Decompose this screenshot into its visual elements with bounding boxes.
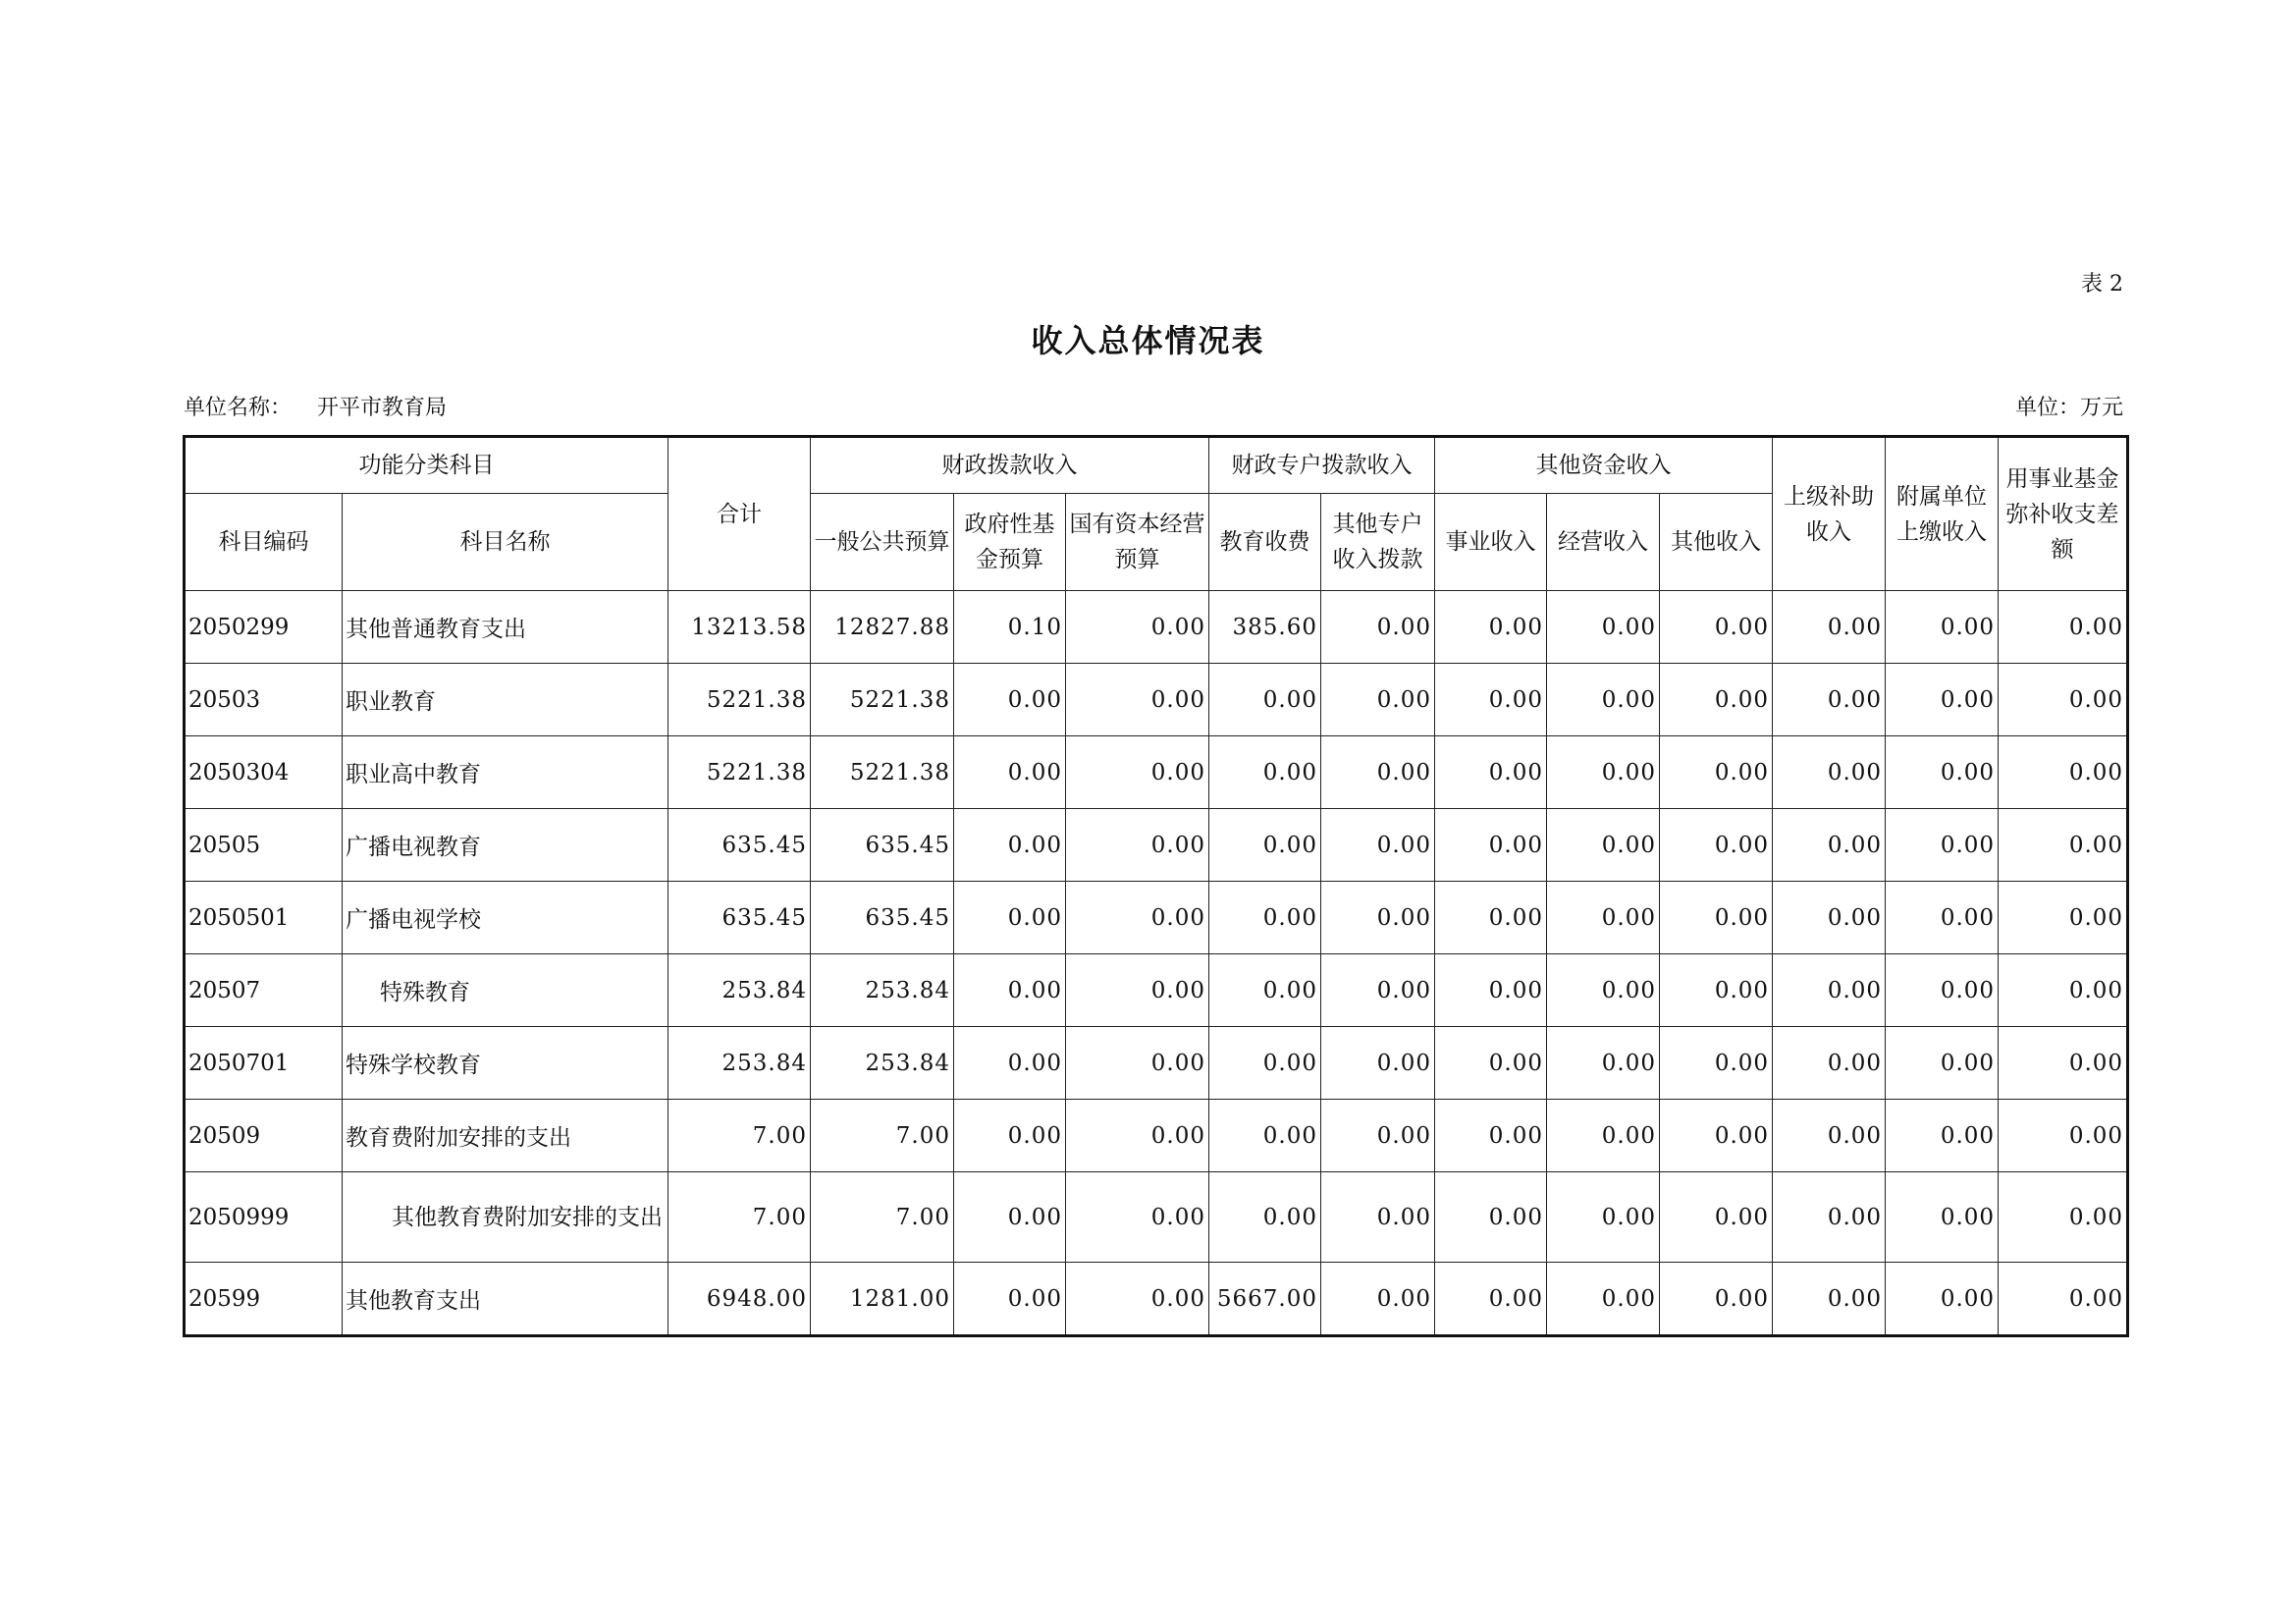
cell-state-capital: 0.00 — [1066, 1172, 1209, 1263]
cell-state-capital: 0.00 — [1066, 664, 1209, 736]
cell-operating-income: 0.00 — [1547, 1100, 1660, 1172]
table-row — [185, 1100, 2128, 1172]
table-row — [185, 1172, 2128, 1263]
cell-total: 5221.38 — [668, 664, 811, 736]
cell-other-special: 0.00 — [1321, 882, 1435, 954]
cell-total: 253.84 — [668, 1027, 811, 1100]
money-unit: 单位：万元 — [2014, 396, 2123, 420]
cell-code: 2050501 — [185, 882, 343, 954]
cell-fund-offset: 0.00 — [1999, 664, 2128, 736]
cell-total: 5221.38 — [668, 736, 811, 809]
cell-total: 7.00 — [668, 1100, 811, 1172]
cell-general-budget: 635.45 — [811, 809, 954, 882]
unit-name-value: 开平市教育局 — [317, 396, 448, 420]
cell-fund-offset: 0.00 — [1999, 882, 2128, 954]
cell-affiliated-payment: 0.00 — [1886, 736, 1999, 809]
cell-affiliated-payment: 0.00 — [1886, 954, 1999, 1027]
table-row — [185, 809, 2128, 882]
cell-gov-fund: 0.00 — [954, 809, 1066, 882]
cell-business-income: 0.00 — [1435, 882, 1547, 954]
cell-gov-fund: 0.00 — [954, 1172, 1066, 1263]
page-title: 收入总体情况表 — [1031, 322, 1265, 359]
table-row — [185, 736, 2128, 809]
cell-general-budget: 1281.00 — [811, 1263, 954, 1336]
income-summary-table — [183, 435, 2129, 1337]
cell-code: 2050299 — [185, 591, 343, 664]
col-education-fee: 教育收费 — [1209, 494, 1321, 591]
cell-business-income: 0.00 — [1435, 736, 1547, 809]
table-row — [185, 954, 2128, 1027]
cell-education-fee: 5667.00 — [1209, 1263, 1321, 1336]
cell-other-income: 0.00 — [1660, 1263, 1773, 1336]
cell-state-capital: 0.00 — [1066, 882, 1209, 954]
cell-general-budget: 5221.38 — [811, 736, 954, 809]
cell-affiliated-payment: 0.00 — [1886, 1100, 1999, 1172]
cell-total: 635.45 — [668, 882, 811, 954]
cell-name: 广播电视学校 — [343, 882, 668, 954]
cell-state-capital: 0.00 — [1066, 1100, 1209, 1172]
cell-affiliated-payment: 0.00 — [1886, 1172, 1999, 1263]
cell-general-budget: 5221.38 — [811, 664, 954, 736]
cell-gov-fund: 0.00 — [954, 882, 1066, 954]
col-fund-offset: 用事业基金弥补收支差额 — [1999, 437, 2128, 591]
cell-name: 职业教育 — [343, 664, 668, 736]
cell-gov-fund: 0.00 — [954, 1263, 1066, 1336]
cell-other-income: 0.00 — [1660, 809, 1773, 882]
cell-superior-subsidy: 0.00 — [1773, 1027, 1886, 1100]
cell-operating-income: 0.00 — [1547, 1172, 1660, 1263]
col-operating-income: 经营收入 — [1547, 494, 1660, 591]
cell-total: 6948.00 — [668, 1263, 811, 1336]
cell-code: 20509 — [185, 1100, 343, 1172]
cell-operating-income: 0.00 — [1547, 664, 1660, 736]
col-other-group: 其他资金收入 — [1435, 437, 1773, 494]
col-gov-fund-budget: 政府性基金预算 — [954, 494, 1066, 591]
cell-superior-subsidy: 0.00 — [1773, 1263, 1886, 1336]
cell-code: 2050999 — [185, 1172, 343, 1263]
cell-state-capital: 0.00 — [1066, 591, 1209, 664]
cell-state-capital: 0.00 — [1066, 1263, 1209, 1336]
cell-gov-fund: 0.00 — [954, 736, 1066, 809]
cell-affiliated-payment: 0.00 — [1886, 591, 1999, 664]
cell-fund-offset: 0.00 — [1999, 954, 2128, 1027]
cell-affiliated-payment: 0.00 — [1886, 882, 1999, 954]
cell-general-budget: 7.00 — [811, 1100, 954, 1172]
header-row-1 — [185, 437, 2128, 494]
cell-other-income: 0.00 — [1660, 1172, 1773, 1263]
table-row — [185, 882, 2128, 954]
unit-name-label: 单位名称： — [184, 396, 293, 420]
table-row — [185, 1263, 2128, 1336]
cell-education-fee: 385.60 — [1209, 591, 1321, 664]
cell-fund-offset: 0.00 — [1999, 591, 2128, 664]
cell-other-special: 0.00 — [1321, 809, 1435, 882]
unit-name-line — [184, 391, 447, 421]
cell-code: 20507 — [185, 954, 343, 1027]
cell-business-income: 0.00 — [1435, 664, 1547, 736]
col-fiscal-group: 财政拨款收入 — [811, 437, 1209, 494]
cell-education-fee: 0.00 — [1209, 1027, 1321, 1100]
cell-general-budget: 635.45 — [811, 882, 954, 954]
cell-code: 20599 — [185, 1263, 343, 1336]
cell-state-capital: 0.00 — [1066, 809, 1209, 882]
cell-code: 2050304 — [185, 736, 343, 809]
cell-other-income: 0.00 — [1660, 1027, 1773, 1100]
cell-other-special: 0.00 — [1321, 1263, 1435, 1336]
table-row — [185, 664, 2128, 736]
col-business-income: 事业收入 — [1435, 494, 1547, 591]
cell-name: 教育费附加安排的支出 — [343, 1100, 668, 1172]
cell-operating-income: 0.00 — [1547, 736, 1660, 809]
cell-gov-fund: 0.00 — [954, 1027, 1066, 1100]
col-other-income: 其他收入 — [1660, 494, 1773, 591]
cell-superior-subsidy: 0.00 — [1773, 1172, 1886, 1263]
cell-superior-subsidy: 0.00 — [1773, 882, 1886, 954]
col-other-special: 其他专户收入拨款 — [1321, 494, 1435, 591]
cell-affiliated-payment: 0.00 — [1886, 664, 1999, 736]
cell-business-income: 0.00 — [1435, 1100, 1547, 1172]
cell-education-fee: 0.00 — [1209, 809, 1321, 882]
cell-name: 广播电视教育 — [343, 809, 668, 882]
cell-gov-fund: 0.00 — [954, 954, 1066, 1027]
table-number: 表 2 — [2081, 272, 2123, 297]
cell-business-income: 0.00 — [1435, 954, 1547, 1027]
cell-other-special: 0.00 — [1321, 736, 1435, 809]
cell-state-capital: 0.00 — [1066, 1027, 1209, 1100]
cell-other-special: 0.00 — [1321, 1172, 1435, 1263]
cell-code: 2050701 — [185, 1027, 343, 1100]
cell-general-budget: 253.84 — [811, 954, 954, 1027]
cell-affiliated-payment: 0.00 — [1886, 1263, 1999, 1336]
cell-operating-income: 0.00 — [1547, 809, 1660, 882]
col-code: 科目编码 — [185, 494, 343, 591]
cell-name: 职业高中教育 — [343, 736, 668, 809]
col-affiliated-payment: 附属单位上缴收入 — [1886, 437, 1999, 591]
cell-superior-subsidy: 0.00 — [1773, 1100, 1886, 1172]
cell-general-budget: 12827.88 — [811, 591, 954, 664]
cell-code: 20505 — [185, 809, 343, 882]
cell-fund-offset: 0.00 — [1999, 1027, 2128, 1100]
cell-gov-fund: 0.00 — [954, 1100, 1066, 1172]
cell-superior-subsidy: 0.00 — [1773, 954, 1886, 1027]
cell-other-income: 0.00 — [1660, 954, 1773, 1027]
cell-superior-subsidy: 0.00 — [1773, 591, 1886, 664]
col-special-group: 财政专户拨款收入 — [1209, 437, 1435, 494]
cell-business-income: 0.00 — [1435, 1027, 1547, 1100]
cell-state-capital: 0.00 — [1066, 736, 1209, 809]
table-row — [185, 591, 2128, 664]
cell-fund-offset: 0.00 — [1999, 809, 2128, 882]
cell-business-income: 0.00 — [1435, 591, 1547, 664]
cell-gov-fund: 0.10 — [954, 591, 1066, 664]
cell-name: 特殊教育 — [343, 954, 668, 1027]
cell-gov-fund: 0.00 — [954, 664, 1066, 736]
cell-business-income: 0.00 — [1435, 809, 1547, 882]
cell-operating-income: 0.00 — [1547, 591, 1660, 664]
cell-other-special: 0.00 — [1321, 1027, 1435, 1100]
cell-affiliated-payment: 0.00 — [1886, 809, 1999, 882]
cell-fund-offset: 0.00 — [1999, 1100, 2128, 1172]
col-superior-subsidy: 上级补助收入 — [1773, 437, 1886, 591]
col-general-budget: 一般公共预算 — [811, 494, 954, 591]
cell-other-income: 0.00 — [1660, 664, 1773, 736]
cell-education-fee: 0.00 — [1209, 664, 1321, 736]
cell-other-income: 0.00 — [1660, 1100, 1773, 1172]
cell-operating-income: 0.00 — [1547, 882, 1660, 954]
cell-other-income: 0.00 — [1660, 736, 1773, 809]
col-functional-category: 功能分类科目 — [185, 437, 668, 494]
cell-name: 其他普通教育支出 — [343, 591, 668, 664]
cell-education-fee: 0.00 — [1209, 1100, 1321, 1172]
cell-fund-offset: 0.00 — [1999, 1172, 2128, 1263]
cell-code: 20503 — [185, 664, 343, 736]
cell-name: 其他教育费附加安排的支出 — [343, 1172, 668, 1263]
col-state-capital-budget: 国有资本经营预算 — [1066, 494, 1209, 591]
cell-fund-offset: 0.00 — [1999, 736, 2128, 809]
cell-operating-income: 0.00 — [1547, 954, 1660, 1027]
cell-operating-income: 0.00 — [1547, 1027, 1660, 1100]
table-row — [185, 1027, 2128, 1100]
col-name: 科目名称 — [343, 494, 668, 591]
cell-general-budget: 253.84 — [811, 1027, 954, 1100]
cell-state-capital: 0.00 — [1066, 954, 1209, 1027]
cell-superior-subsidy: 0.00 — [1773, 809, 1886, 882]
cell-general-budget: 7.00 — [811, 1172, 954, 1263]
cell-other-income: 0.00 — [1660, 591, 1773, 664]
cell-education-fee: 0.00 — [1209, 882, 1321, 954]
cell-name: 其他教育支出 — [343, 1263, 668, 1336]
cell-total: 635.45 — [668, 809, 811, 882]
cell-other-income: 0.00 — [1660, 882, 1773, 954]
cell-total: 253.84 — [668, 954, 811, 1027]
cell-education-fee: 0.00 — [1209, 736, 1321, 809]
cell-name: 特殊学校教育 — [343, 1027, 668, 1100]
cell-fund-offset: 0.00 — [1999, 1263, 2128, 1336]
cell-operating-income: 0.00 — [1547, 1263, 1660, 1336]
cell-business-income: 0.00 — [1435, 1172, 1547, 1263]
col-total: 合计 — [668, 437, 811, 591]
cell-other-special: 0.00 — [1321, 591, 1435, 664]
cell-superior-subsidy: 0.00 — [1773, 736, 1886, 809]
cell-affiliated-payment: 0.00 — [1886, 1027, 1999, 1100]
cell-other-special: 0.00 — [1321, 954, 1435, 1027]
cell-total: 13213.58 — [668, 591, 811, 664]
cell-total: 7.00 — [668, 1172, 811, 1263]
cell-superior-subsidy: 0.00 — [1773, 664, 1886, 736]
cell-other-special: 0.00 — [1321, 1100, 1435, 1172]
cell-other-special: 0.00 — [1321, 664, 1435, 736]
cell-education-fee: 0.00 — [1209, 954, 1321, 1027]
cell-business-income: 0.00 — [1435, 1263, 1547, 1336]
cell-education-fee: 0.00 — [1209, 1172, 1321, 1263]
